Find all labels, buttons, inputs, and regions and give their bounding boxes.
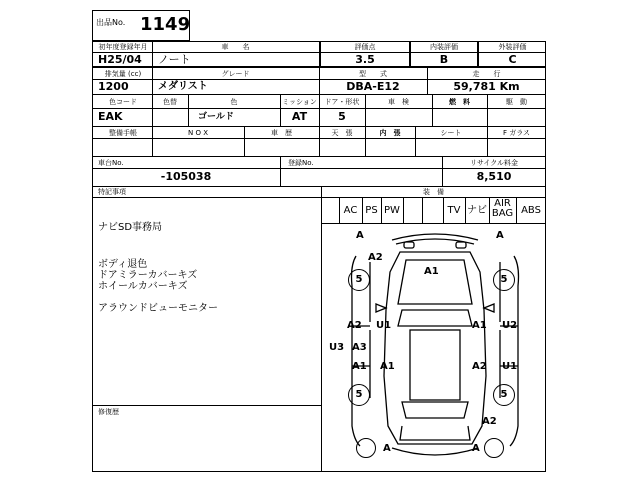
spare-tire-right: [484, 438, 504, 458]
remark-line-2: ボディ退色: [98, 259, 148, 270]
equipment-label: 装 備: [423, 188, 444, 196]
mileage-value: 59,781 Km: [453, 80, 520, 93]
recycle-value: 8,510: [476, 170, 512, 183]
glass-label: F ガラス: [502, 129, 531, 137]
damage-right-rear-b: U1: [502, 361, 518, 372]
drive-label: 駆 動: [506, 98, 527, 106]
lot-number: 1149: [140, 14, 191, 35]
interior-value: B: [439, 53, 449, 66]
chassis-label: 車台No.: [98, 159, 124, 167]
damage-left-rear-c: A1: [380, 361, 395, 372]
lot-label: 出品No.: [96, 18, 126, 27]
displacement-value: 1200: [98, 80, 129, 93]
remark-line-5: アラウンドビューモニター: [98, 303, 218, 314]
color-code-label: 色コード: [109, 98, 137, 106]
color-change-label: 色替: [163, 98, 177, 106]
mission-value: AT: [291, 110, 308, 123]
repair-history-label: 修復歴: [98, 408, 119, 416]
door-label: ドア・形状: [324, 98, 360, 106]
inner-label: 内 張: [379, 129, 401, 137]
score-label: 評価点: [354, 43, 376, 51]
equip-tv: TV: [447, 205, 461, 216]
damage-front-bumper-left: A2: [368, 252, 383, 263]
damage-rear-bumper-right: A2: [482, 416, 497, 427]
damage-right-front-door: A1: [472, 320, 487, 331]
color-name-value: ゴールド: [198, 112, 234, 122]
history-label: 車 歴: [271, 129, 292, 137]
equip-navi: ナビ: [467, 205, 487, 216]
score-value: 3.5: [355, 53, 375, 66]
model-value: DBA-E12: [346, 80, 400, 93]
recycle-label: リサイクル料金: [469, 159, 519, 167]
damage-right-rear-a: A2: [472, 361, 487, 372]
damage-right-front-door-b: U2: [502, 320, 518, 331]
exterior-label: 外装評価: [498, 43, 527, 51]
remark-line-3: ドアミラーカバーキズ: [98, 270, 198, 281]
damage-rear-right: A: [472, 443, 480, 454]
displacement-label: 排気量 (cc): [104, 70, 142, 78]
damage-left-rear-a: A3: [352, 342, 367, 353]
nox-label: N O X: [188, 129, 208, 137]
equip-abs: ABS: [521, 205, 541, 216]
remark-line-4: ホイールカバーキズ: [98, 281, 188, 292]
grade-label: グレード: [221, 70, 250, 78]
chassis-value: -105038: [160, 170, 212, 183]
model-label: 型 式: [359, 70, 387, 78]
damage-rear-left: A: [383, 443, 391, 454]
equip-pw: PW: [384, 205, 400, 216]
door-value: 5: [338, 110, 346, 123]
damage-hood: A1: [424, 266, 439, 277]
remark-line-1: ナビSD事務局: [98, 222, 163, 233]
wheel-rear-left: 5: [348, 384, 370, 406]
damage-left-front-door-b: U1: [376, 320, 392, 331]
mission-label: ミッション: [282, 98, 317, 106]
year-value: H25/04: [98, 53, 142, 66]
grade-value: メダリスト: [158, 81, 208, 92]
car-label: 車 名: [221, 43, 250, 51]
exterior-value: C: [508, 53, 517, 66]
car-value: ノート: [158, 53, 191, 66]
ceiling-label: 天 張: [331, 129, 353, 137]
damage-front-right: A: [496, 230, 504, 241]
wheel-front-right: 5: [493, 269, 515, 291]
damage-left-rear-b: A1: [352, 361, 367, 372]
registration-label: 登録No.: [288, 159, 314, 167]
interior-label: 内装評価: [430, 43, 458, 51]
manual-label: 整備手帳: [109, 129, 137, 137]
damage-left-front-door: A2: [347, 320, 362, 331]
mileage-label: 走 行: [472, 70, 501, 78]
fuel-label: 燃 料: [449, 98, 470, 106]
equip-ac: AC: [343, 205, 358, 216]
damage-left-sill: U3: [329, 342, 345, 353]
year-label: 初年度登録年月: [98, 43, 148, 51]
color-code-value: EAK: [98, 110, 123, 123]
spare-tire-left: [356, 438, 376, 458]
equip-airbag: AIR BAG: [491, 198, 514, 219]
wheel-rear-right: 5: [493, 384, 515, 406]
damage-front-left: A: [356, 230, 364, 241]
remarks-label: 特記事項: [98, 188, 126, 196]
wheel-front-left: 5: [348, 269, 370, 291]
seat-label: シート: [440, 129, 462, 137]
color-name-label: 色: [230, 98, 238, 106]
inspection-label: 車 検: [388, 98, 409, 106]
equip-ps: PS: [365, 205, 378, 216]
